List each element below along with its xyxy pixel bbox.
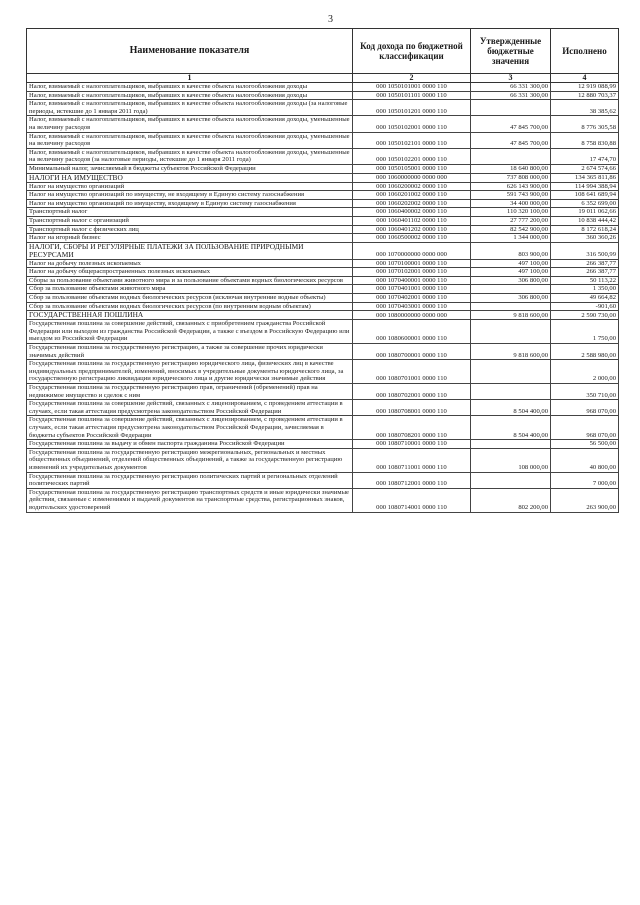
row-exec: 7 000,00 (551, 472, 619, 488)
row-plan: 108 000,00 (471, 448, 551, 472)
table-row (27, 400, 619, 416)
row-exec: 40 800,00 (551, 448, 619, 472)
row-plan: 8 504 400,00 (471, 400, 551, 416)
row-plan: 34 400 000,00 (471, 199, 551, 208)
row-name: НАЛОГИ НА ИМУЩЕСТВО (27, 173, 353, 182)
row-exec: 38 385,62 (551, 100, 619, 116)
row-name: ГОСУДАРСТВЕННАЯ ПОШЛИНА (27, 311, 353, 320)
column-number-3: 3 (471, 74, 551, 83)
row-name: Транспортный налог с организаций (27, 216, 353, 225)
table-row (27, 216, 619, 225)
row-plan: 9 818 600,00 (471, 311, 551, 320)
table-row (27, 164, 619, 173)
row-name: Налог на имущество организаций по имуществу, не входящему в Единую систему газоснабжения (27, 191, 353, 200)
row-exec: 968 070,00 (551, 400, 619, 416)
row-plan (471, 320, 551, 344)
table-header-row (27, 29, 619, 74)
row-name: Государственная пошлина за совершение действий, связанных с лицензированием, с проведением аттестации в случаях, если такая аттестация предусмотрена законодательством Российской Федерации (27, 400, 353, 416)
row-exec: 266 387,77 (551, 268, 619, 277)
row-exec: 360 360,26 (551, 234, 619, 243)
table-row (27, 294, 619, 303)
row-name: Сбор за пользование объектами водных биологических ресурсов (исключая внутренние водные объекты) (27, 294, 353, 303)
row-exec: 8 758 830,88 (551, 132, 619, 148)
row-exec: 12 880 703,37 (551, 91, 619, 100)
row-plan (471, 384, 551, 400)
table-row (27, 488, 619, 512)
row-plan: 306 800,00 (471, 276, 551, 285)
row-exec: 2 000,00 (551, 360, 619, 384)
row-name: Налог на добычу полезных ископаемых (27, 259, 353, 268)
table-row (27, 83, 619, 92)
row-code: 000 1060401102 0000 110 (353, 216, 471, 225)
table-row (27, 225, 619, 234)
row-plan: 66 331 300,00 (471, 83, 551, 92)
row-exec: 8 776 305,58 (551, 116, 619, 132)
row-exec: 114 994 388,94 (551, 182, 619, 191)
table-row (27, 259, 619, 268)
table-row (27, 472, 619, 488)
row-code: 000 1070400001 0000 110 (353, 276, 471, 285)
row-name: Государственная пошлина за выдачу и обмен паспорта гражданина Российской Федерации (27, 440, 353, 449)
row-name: Государственная пошлина за государственную регистрацию прав, ограничений (обременений) прав на недвижимое имущество и сделок с ним (27, 384, 353, 400)
row-exec: 2 590 730,00 (551, 311, 619, 320)
row-code: 000 1070102001 0000 110 (353, 268, 471, 277)
row-code: 000 1070403001 0000 110 (353, 302, 471, 311)
row-name: Государственная пошлина за государственную регистрацию транспортных средств и иные юридически значимые действия, связанные с изменениями и выдачей документов на транспортные средства, регистрационных знаков, водительских удостоверений (27, 488, 353, 512)
page-number: 3 (328, 14, 333, 25)
row-code: 000 1070100001 0000 110 (353, 259, 471, 268)
row-plan: 9 818 600,00 (471, 344, 551, 360)
row-exec: 134 365 811,86 (551, 173, 619, 182)
row-plan: 306 800,00 (471, 294, 551, 303)
row-code: 000 1070402001 0000 110 (353, 294, 471, 303)
row-plan: 18 640 800,00 (471, 164, 551, 173)
row-plan (471, 100, 551, 116)
row-plan: 82 542 900,00 (471, 225, 551, 234)
row-exec: 6 352 699,00 (551, 199, 619, 208)
table-row (27, 285, 619, 294)
table-row (27, 440, 619, 449)
table-row (27, 182, 619, 191)
row-plan: 626 143 900,00 (471, 182, 551, 191)
row-code: 000 1050102001 0000 110 (353, 116, 471, 132)
row-exec: 50 113,22 (551, 276, 619, 285)
row-name: Налог на имущество организаций по имуществу, входящему в Единую систему газоснабжения (27, 199, 353, 208)
row-plan: 47 845 700,00 (471, 116, 551, 132)
row-code: 000 1080714001 0000 110 (353, 488, 471, 512)
table-row (27, 416, 619, 440)
row-exec: 1 350,00 (551, 285, 619, 294)
row-plan: 27 777 200,00 (471, 216, 551, 225)
row-code: 000 1060401202 0000 110 (353, 225, 471, 234)
row-code: 000 1050101001 0000 110 (353, 83, 471, 92)
row-code: 000 1080700001 0000 110 (353, 344, 471, 360)
row-code: 000 1050101101 0000 110 (353, 91, 471, 100)
row-name: Государственная пошлина за государственную регистрацию юридического лица, физических лиц в качестве индивидуальных предпринимателей, изменений, вносимых в учредительные документы юридического лица, за государственную регистрацию ликвидации юридического лица и другие юридически значимые действия (27, 360, 353, 384)
row-plan: 8 504 400,00 (471, 416, 551, 440)
row-code: 000 1070000000 0000 000 (353, 242, 471, 259)
table-row (27, 199, 619, 208)
row-name: Государственная пошлина за совершение действий, связанных с приобретением гражданства Российской Федерации или выходом из гражданства Российской Федерации, а также с въездом в Российскую Федерацию или выездом из Российской Федерации (27, 320, 353, 344)
row-name: Государственная пошлина за государственную регистрацию, а также за совершение прочих юридически значимых действий (27, 344, 353, 360)
row-name: Государственная пошлина за государственную регистрацию политических партий и региональных отделений политических партий (27, 472, 353, 488)
row-code: 000 1050102201 0000 110 (353, 148, 471, 164)
row-exec: 56 500,00 (551, 440, 619, 449)
row-name: Налог, взимаемый с налогоплательщиков, выбравших в качестве объекта налогообложения доходы, уменьшенные на величину расходов (за налоговые периоды, истекшие до 1 января 2011 года) (27, 148, 353, 164)
row-exec: 108 641 689,94 (551, 191, 619, 200)
row-name: Налог, взимаемый с налогоплательщиков, выбравших в качестве объекта налогообложения доходы (27, 83, 353, 92)
table-row (27, 148, 619, 164)
table-row (27, 360, 619, 384)
row-name: Государственная пошлина за совершение действий, связанных с лицензированием, с проведением аттестации в случаях, если такая аттестация предусмотрена законодательством Российской Федерации, зачисляемая в бюджеты субъектов Российской Федерации (27, 416, 353, 440)
row-name: Налог, взимаемый с налогоплательщиков, выбравших в качестве объекта налогообложения доходы, уменьшенные на величину расходов (27, 116, 353, 132)
row-code: 000 1060000000 0000 000 (353, 173, 471, 182)
row-plan: 591 743 900,00 (471, 191, 551, 200)
header-name: Наименование показателя (27, 29, 353, 74)
row-exec: 8 172 618,24 (551, 225, 619, 234)
row-code: 000 1060500002 0000 110 (353, 234, 471, 243)
row-name: Налог на имущество организаций (27, 182, 353, 191)
row-code: 000 1080708201 0000 110 (353, 416, 471, 440)
row-exec: 17 474,70 (551, 148, 619, 164)
table-row (27, 448, 619, 472)
column-number-row (27, 74, 619, 83)
row-exec: 263 900,00 (551, 488, 619, 512)
row-name: Сборы за пользование объектами животного мира и за пользование объектами водных биологических ресурсов (27, 276, 353, 285)
row-plan (471, 148, 551, 164)
row-name: Государственная пошлина за государственную регистрацию межрегиональных, региональных и местных общественных объединений, отделений общественных объединений, а также за государственную регистрацию изменений их учредительных документов (27, 448, 353, 472)
row-code: 000 1080600001 0000 110 (353, 320, 471, 344)
row-name: Транспортный налог (27, 208, 353, 217)
row-exec: 49 664,82 (551, 294, 619, 303)
row-name: НАЛОГИ, СБОРЫ И РЕГУЛЯРНЫЕ ПЛАТЕЖИ ЗА ПОЛЬЗОВАНИЕ ПРИРОДНЫМИ РЕСУРСАМИ (27, 242, 353, 259)
row-name: Сбор за пользование объектами водных биологических ресурсов (по внутренним водным объектам) (27, 302, 353, 311)
row-name: Налог на добычу общераспространенных полезных ископаемых (27, 268, 353, 277)
row-code: 000 1050102101 0000 110 (353, 132, 471, 148)
table-row (27, 268, 619, 277)
row-exec: -901,60 (551, 302, 619, 311)
row-exec: 10 838 444,42 (551, 216, 619, 225)
row-plan: 802 200,00 (471, 488, 551, 512)
column-number-2: 2 (353, 74, 471, 83)
table-body (27, 83, 619, 513)
table-row (27, 344, 619, 360)
row-exec: 12 919 088,99 (551, 83, 619, 92)
column-number-4: 4 (551, 74, 619, 83)
row-name: Сбор за пользование объектами животного мира (27, 285, 353, 294)
header-code: Код дохода по бюджетной классификации (353, 29, 471, 74)
row-name: Минимальный налог, зачисляемый в бюджеты субъектов Российской Федерации (27, 164, 353, 173)
row-code: 000 1080701001 0000 110 (353, 360, 471, 384)
table-row (27, 302, 619, 311)
column-number-1: 1 (27, 74, 353, 83)
table-row (27, 384, 619, 400)
row-code: 000 1060200002 0000 110 (353, 182, 471, 191)
row-code: 000 1050105001 0000 110 (353, 164, 471, 173)
header-exec: Исполнено (551, 29, 619, 74)
row-name: Налог, взимаемый с налогоплательщиков, выбравших в качестве объекта налогообложения доходы, уменьшенные на величину расходов (27, 132, 353, 148)
row-code: 000 1080712001 0000 110 (353, 472, 471, 488)
table-row (27, 132, 619, 148)
row-plan: 47 845 700,00 (471, 132, 551, 148)
header-plan: Утвержденные бюджетные значения (471, 29, 551, 74)
row-plan (471, 472, 551, 488)
table-row (27, 208, 619, 217)
table-row (27, 91, 619, 100)
row-plan: 497 100,00 (471, 259, 551, 268)
table-row (27, 320, 619, 344)
row-name: Налог, взимаемый с налогоплательщиков, выбравших в качестве объекта налогообложения доходы (27, 91, 353, 100)
row-code: 000 1060202002 0000 110 (353, 199, 471, 208)
row-plan: 497 100,00 (471, 268, 551, 277)
row-plan: 110 320 100,00 (471, 208, 551, 217)
row-code: 000 1080711001 0000 110 (353, 448, 471, 472)
row-exec: 968 070,00 (551, 416, 619, 440)
row-code: 000 1050101201 0000 110 (353, 100, 471, 116)
row-exec: 316 500,99 (551, 242, 619, 259)
row-plan (471, 285, 551, 294)
row-exec: 2 674 574,66 (551, 164, 619, 173)
row-name: Налог, взимаемый с налогоплательщиков, выбравших в качестве объекта налогообложения доходы (за налоговые периоды, истекшие до 1 января 2011 года) (27, 100, 353, 116)
row-code: 000 1060400002 0000 110 (353, 208, 471, 217)
table-row (27, 242, 619, 259)
table-row (27, 234, 619, 243)
table-row (27, 100, 619, 116)
row-code: 000 1070401001 0000 110 (353, 285, 471, 294)
table-row (27, 191, 619, 200)
table-row (27, 276, 619, 285)
row-plan (471, 302, 551, 311)
row-plan: 737 808 000,00 (471, 173, 551, 182)
row-code: 000 1080000000 0000 000 (353, 311, 471, 320)
row-code: 000 1080708001 0000 110 (353, 400, 471, 416)
row-exec: 2 588 980,00 (551, 344, 619, 360)
row-name: Налог на игорный бизнес (27, 234, 353, 243)
row-plan: 803 900,00 (471, 242, 551, 259)
row-exec: 350 710,00 (551, 384, 619, 400)
table-row (27, 116, 619, 132)
table-row (27, 173, 619, 182)
row-name: Транспортный налог с физических лиц (27, 225, 353, 234)
row-plan: 66 331 300,00 (471, 91, 551, 100)
row-exec: 19 011 062,66 (551, 208, 619, 217)
row-plan: 1 344 000,00 (471, 234, 551, 243)
row-code: 000 1080710001 0000 110 (353, 440, 471, 449)
table-row (27, 311, 619, 320)
row-exec: 266 387,77 (551, 259, 619, 268)
row-plan (471, 360, 551, 384)
row-exec: 1 750,00 (551, 320, 619, 344)
row-plan (471, 440, 551, 449)
revenue-table (26, 28, 619, 513)
row-code: 000 1060201002 0000 110 (353, 191, 471, 200)
row-code: 000 1080702001 0000 110 (353, 384, 471, 400)
